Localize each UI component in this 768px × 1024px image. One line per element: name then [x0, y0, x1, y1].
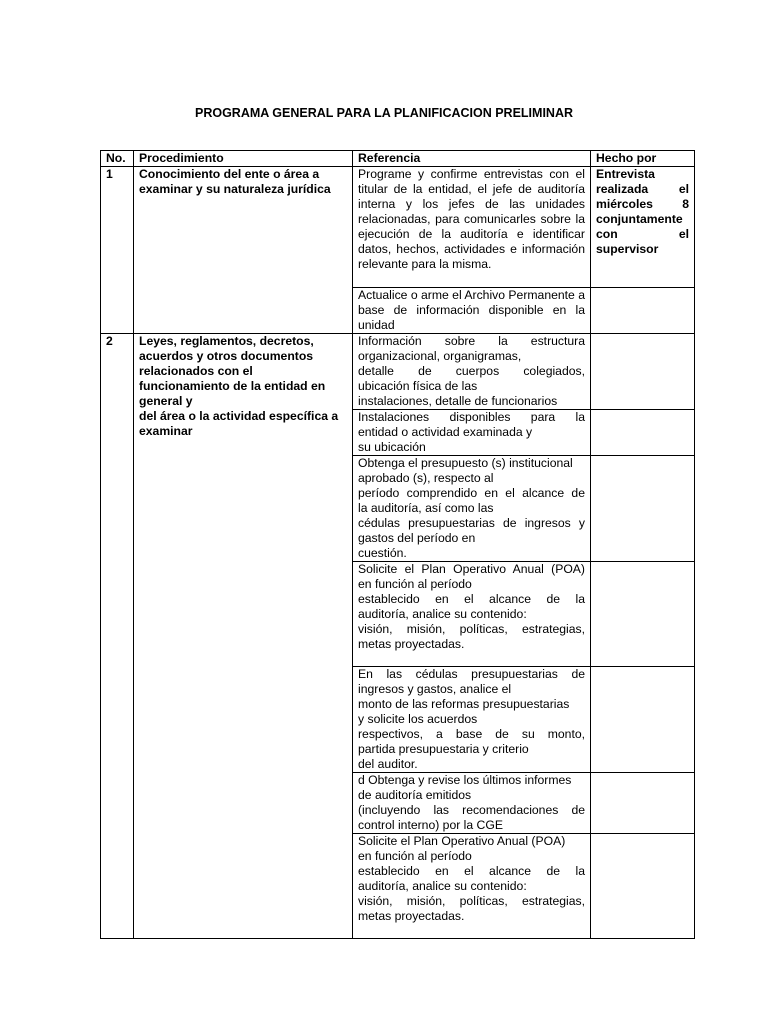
referencia-line: período comprendido en el alcance de [358, 486, 585, 500]
referencia-line: su ubicación [358, 440, 426, 454]
referencia-line: ubicación física de las [358, 379, 478, 393]
header-referencia: Referencia [353, 151, 591, 167]
row-hecho-por [591, 334, 695, 410]
referencia-line: metas proyectadas. [358, 909, 465, 923]
procedimiento-line: acuerdos y otros documentos [139, 349, 314, 363]
row-referencia [353, 456, 591, 562]
referencia-line: en función al período [358, 849, 472, 863]
procedimiento-line: relacionados con el [139, 364, 253, 378]
procedimiento-line: examinar [139, 424, 193, 438]
referencia-line: Información sobre la estructura [358, 334, 585, 348]
referencia-line: En las cédulas presupuestarias de [358, 667, 585, 681]
row-hecho-por [591, 562, 695, 667]
row-referencia [353, 667, 591, 773]
referencia-line: detalle de cuerpos colegiados, [358, 364, 585, 378]
referencia-line: Obtenga el presupuesto (s) institucional [358, 456, 573, 470]
referencia-line: cuestión. [358, 546, 407, 560]
referencia-line: la auditoría, así como las [358, 501, 494, 515]
row-no: 2 [101, 334, 134, 939]
referencia-line: establecido en el alcance de la [358, 864, 585, 878]
referencia-text: Programe y confirme entrevistas con el titular de la entidad, el jefe de auditoría interna y los jefes de las unidades relacionadas, para comunicarles sobre la ejecución de la auditoría e identificar datos, hechos, actividades e información relevante para la misma. [358, 167, 585, 271]
row-hecho-por [591, 667, 695, 773]
referencia-line: visión, misión, políticas, estrategias, [358, 894, 585, 908]
referencia-line: establecido en el alcance de la [358, 592, 585, 606]
planning-table [100, 150, 695, 939]
row-hecho-por [591, 834, 695, 939]
table-header-row [101, 151, 695, 167]
row-referencia [353, 410, 591, 456]
row-hecho-por [591, 456, 695, 562]
referencia-line: entidad o actividad examinada y [358, 425, 533, 439]
row-referencia [353, 562, 591, 667]
referencia-line: visión, misión, políticas, estrategias, [358, 622, 585, 636]
referencia-line: partida presupuestaria y criterio [358, 742, 529, 756]
row-referencia [353, 834, 591, 939]
referencia-line: metas proyectadas. [358, 637, 465, 651]
row-hecho-por: Entrevista realizada el miércoles 8 conjuntamente con el supervisor [591, 167, 695, 288]
referencia-line: Solicite el Plan Operativo Anual (POA) [358, 562, 585, 576]
referencia-line: aprobado (s), respecto al [358, 471, 494, 485]
procedimiento-line: funcionamiento de la entidad en [139, 379, 326, 393]
referencia-line: instalaciones, detalle de funcionarios [358, 394, 558, 408]
procedimiento-line: Leyes, reglamentos, decretos, [139, 334, 314, 348]
referencia-line: gastos del período en [358, 531, 476, 545]
row-no: 1 [101, 167, 134, 334]
table-row [101, 167, 695, 288]
header-procedimiento: Procedimiento [134, 151, 353, 167]
page-title: PROGRAMA GENERAL PARA LA PLANIFICACION PRELIMINAR [194, 106, 573, 120]
row-hecho-por [591, 773, 695, 834]
row-procedimiento [134, 334, 353, 939]
row-procedimiento: Conocimiento del ente o área a examinar y su naturaleza jurídica [134, 167, 353, 334]
referencia-line: d Obtenga y revise los últimos informes [358, 773, 572, 787]
referencia-line: Solicite el Plan Operativo Anual (POA) [358, 834, 566, 848]
referencia-line: auditoría, analice su contenido: [358, 879, 527, 893]
referencia-line: auditoría, analice su contenido: [358, 607, 527, 621]
referencia-line: monto de las reformas presupuestarias [358, 697, 570, 711]
referencia-line: y solicite los acuerdos [358, 712, 478, 726]
referencia-line: del auditor. [358, 757, 418, 771]
referencia-line: (incluyendo las recomendaciones de [358, 803, 585, 817]
referencia-line: respectivos, a base de su monto, [358, 727, 585, 741]
procedimiento-line: general y [139, 394, 193, 408]
referencia-line: cédulas presupuestarias de ingresos y [358, 516, 585, 530]
referencia-line: ingresos y gastos, analice el [358, 682, 512, 696]
row-referencia [353, 773, 591, 834]
row-referencia [353, 334, 591, 410]
referencia-line: de auditoría emitidos [358, 788, 472, 802]
referencia-line: control interno) por la CGE [358, 818, 503, 832]
referencia-line: organizacional, organigramas, [358, 349, 522, 363]
procedimiento-line: del área o la actividad específica a [139, 409, 339, 423]
row-referencia [353, 167, 591, 288]
row-hecho-por [591, 410, 695, 456]
header-hecho-por: Hecho por [591, 151, 695, 167]
referencia-line: Instalaciones disponibles para la [358, 410, 585, 424]
referencia-line: en función al período [358, 577, 472, 591]
row-hecho-por [591, 288, 695, 334]
header-no: No. [101, 151, 134, 167]
row-referencia: Actualice o arme el Archivo Permanente a base de información disponible en la unidad [353, 288, 591, 334]
table-row [101, 334, 695, 410]
